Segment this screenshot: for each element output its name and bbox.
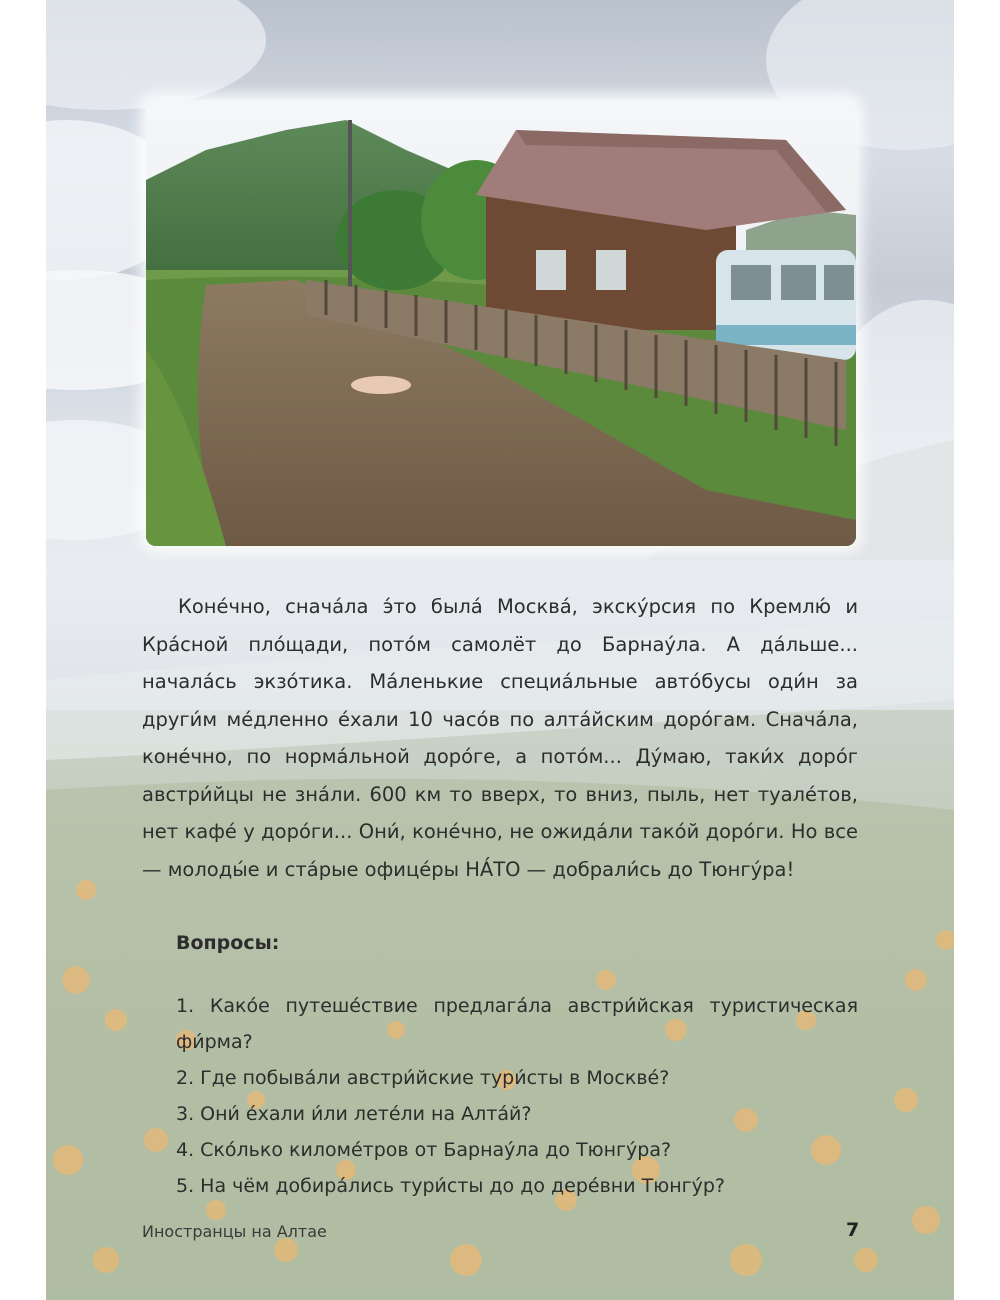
list-item: 5. На чём добира́лись тури́сты до до дере́вни Тюнгу́р? bbox=[176, 1175, 725, 1197]
footer-title: Иностранцы на Алтае bbox=[142, 1222, 327, 1241]
list-item: 1. Како́е путеше́ствие предлага́ла австри́йская туристическая фи́рма? bbox=[176, 995, 858, 1053]
village-street-photo bbox=[146, 100, 856, 546]
list-item: 3. Они́ е́хали и́ли лете́ли на Алта́й? bbox=[176, 1103, 532, 1125]
page-number: 7 bbox=[846, 1219, 860, 1241]
list-item: 4. Ско́лько киломе́тров от Барнау́ла до Тюнгу́ра? bbox=[176, 1139, 672, 1161]
body-paragraph: Коне́чно, снача́ла э́то была́ Москва́, экску́рсия по Кремлю́ и Кра́сной пло́щади, пото́м самолёт до Барнау́ла. А да́льше... начала́сь экзо́тика. Ма́ленькие специа́льные авто́бусы оди́н за други́м ме́дленно е́хали 10 часо́в по алта́йским доро́гам. Снача́ла, коне́чно, по норма́льной доро́ге, а пото́м... Ду́маю, таки́х доро́г австри́йцы не зна́ли. 600 км то вверх, то вниз, пыль, нет туале́тов, нет кафе́ у доро́ги... Они́, коне́чно, не ожида́ли тако́й доро́ги. Но все — молоды́е и ста́рые офице́ры НА́ТО — добрали́сь до Тюнгу́ра! bbox=[142, 595, 858, 881]
list-item: 2. Где побыва́ли австри́йские тури́сты в Москве́? bbox=[176, 1067, 670, 1089]
book-page bbox=[46, 0, 954, 1300]
questions-list bbox=[142, 988, 858, 1204]
questions-heading: Вопросы: bbox=[176, 932, 280, 954]
photo-illustration bbox=[146, 100, 856, 546]
